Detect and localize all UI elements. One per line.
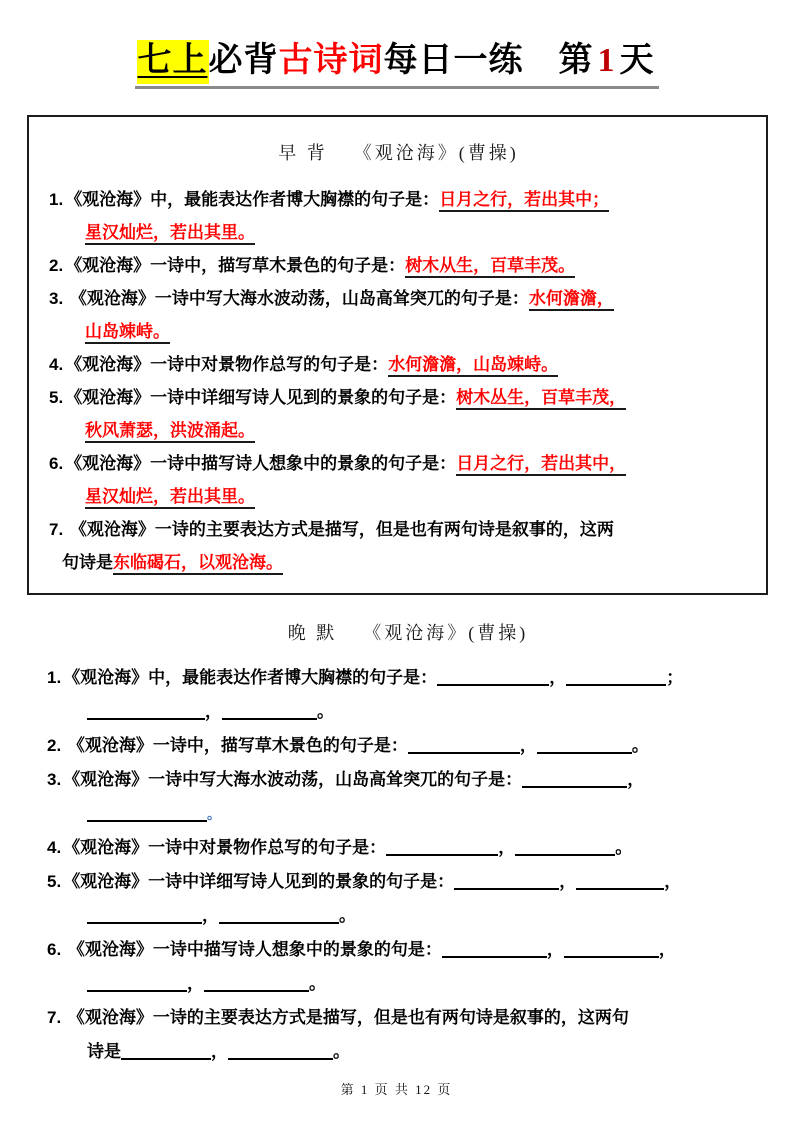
- evening-dictation-section: [47, 619, 769, 1069]
- question-text: 诗是: [87, 1041, 121, 1061]
- answer-text: 东临碣石，以观沧海。: [113, 553, 283, 575]
- punctuation: ，: [559, 871, 577, 891]
- morning-question-5: [49, 381, 748, 447]
- question-number: 7.: [49, 519, 68, 539]
- question-text: 《观沧海》一诗中，描写草木景色的句子是：: [67, 735, 408, 755]
- section-label-morning: 早 背: [278, 142, 328, 163]
- answer-blank: [437, 670, 549, 686]
- question-text: 《观沧海》一诗中对景物作总写的句子是：: [65, 354, 389, 374]
- morning-question-4: [49, 348, 748, 381]
- answer-blank: [454, 874, 559, 890]
- answer-blank: [222, 704, 317, 720]
- title-text-1: 必背: [208, 42, 279, 79]
- question-number: 4.: [49, 354, 64, 374]
- answer-blank: [408, 738, 520, 754]
- question-text: 《观沧海》一诗中详细写诗人见到的景象的句子是：: [63, 871, 455, 891]
- evening-question-3: [47, 763, 769, 831]
- answer-text: 日月之行，若出其中；: [439, 190, 609, 212]
- question-number: 3.: [47, 769, 62, 789]
- punctuation: 。: [631, 735, 649, 755]
- answer-blank: [228, 1044, 333, 1060]
- answer-text: 日月之行，若出其中，: [456, 454, 626, 476]
- evening-question-6: [47, 933, 769, 1001]
- question-text: 《观沧海》中，最能表达作者博大胸襟的句子是：: [63, 667, 438, 687]
- answer-text: 水何澹澹，: [529, 289, 614, 311]
- section-header-evening: [47, 619, 769, 645]
- punctuation: ，: [658, 939, 676, 959]
- punctuation: ，: [627, 769, 645, 789]
- answer-blank: [537, 738, 632, 754]
- evening-question-2: [47, 729, 769, 763]
- punctuation: ，: [498, 837, 516, 857]
- answer-text: 树木从生，百草丰茂。: [405, 256, 575, 278]
- question-text: 《观沧海》一诗中写大海水波动荡，山岛高耸突兀的句子是：: [69, 288, 529, 308]
- title-day-number: 1: [597, 42, 616, 79]
- title-highlighted-text: 七上: [137, 40, 209, 84]
- answer-blank: [522, 772, 627, 788]
- punctuation: 。: [339, 905, 356, 925]
- poem-title-morning: 《观沧海》(曹操): [353, 142, 519, 163]
- evening-question-4: [47, 831, 769, 865]
- morning-question-7: [49, 513, 748, 579]
- question-text: 《观沧海》一诗中，描写草木景色的句子是：: [65, 255, 406, 275]
- section-header-morning: [49, 139, 748, 165]
- answer-text: 山岛竦峙。: [85, 322, 170, 344]
- morning-recite-box: [27, 115, 768, 595]
- punctuation: 。: [615, 837, 633, 857]
- answer-text: 秋风萧瑟，洪波涌起。: [85, 421, 255, 443]
- question-number: 6.: [47, 939, 66, 959]
- evening-question-1: [47, 661, 769, 729]
- title-red-text: 古诗词: [278, 42, 384, 79]
- answer-blank: [386, 840, 498, 856]
- answer-text: 水何澹澹，山岛竦峙。: [388, 355, 558, 377]
- question-number: 5.: [47, 871, 62, 891]
- document-title: [135, 40, 659, 89]
- question-text: 《观沧海》一诗中详细写诗人见到的景象的句子是：: [65, 387, 457, 407]
- punctuation: ，: [519, 735, 537, 755]
- answer-text: 星汉灿烂，若出其里。: [85, 487, 255, 509]
- answer-blank: [442, 942, 547, 958]
- title-text-3: 第: [523, 42, 594, 79]
- answer-blank: [121, 1044, 211, 1060]
- punctuation: 。: [333, 1041, 350, 1061]
- morning-question-3: [49, 282, 748, 348]
- question-text: 句诗是: [62, 552, 113, 572]
- evening-question-7: [47, 1001, 769, 1069]
- punctuation: ，: [187, 973, 204, 993]
- title-text-4: 天: [619, 42, 655, 79]
- poem-title-evening: 《观沧海》(曹操): [363, 622, 529, 643]
- title-text-2: 每日一练: [383, 42, 524, 79]
- punctuation: ，: [211, 1041, 228, 1061]
- punctuation: ；: [666, 667, 684, 687]
- answer-text: 星汉灿烂，若出其里。: [85, 223, 255, 245]
- answer-blank: [564, 942, 659, 958]
- evening-question-5: [47, 865, 769, 933]
- question-text: 《观沧海》一诗中描写诗人想象中的景象的句是：: [67, 939, 442, 959]
- morning-question-1: [49, 183, 748, 249]
- punctuation: ，: [202, 905, 219, 925]
- question-number: 7.: [47, 1007, 66, 1027]
- answer-blank: [87, 976, 187, 992]
- punctuation: ，: [664, 871, 682, 891]
- page-footer: 第 1 页 共 12 页: [340, 1081, 453, 1097]
- answer-blank: [576, 874, 664, 890]
- answer-text: 树木丛生，百草丰茂，: [456, 388, 626, 410]
- question-text: 《观沧海》一诗中对景物作总写的句子是：: [63, 837, 387, 857]
- question-number: 2.: [49, 255, 64, 275]
- question-text: 《观沧海》一诗中写大海水波动荡，山岛高耸突兀的句子是：: [63, 769, 523, 789]
- morning-question-6: [49, 447, 748, 513]
- punctuation: 。: [309, 973, 326, 993]
- answer-blank: [87, 908, 202, 924]
- question-number: 4.: [47, 837, 62, 857]
- punctuation: ，: [546, 939, 564, 959]
- punctuation: ，: [205, 701, 222, 721]
- question-number: 2.: [47, 735, 66, 755]
- morning-question-2: [49, 249, 748, 282]
- question-text: 《观沧海》一诗中描写诗人想象中的景象的句子是：: [65, 453, 457, 473]
- punctuation-blue-period: 。: [207, 805, 221, 822]
- question-number: 3.: [49, 288, 68, 308]
- answer-blank: [515, 840, 615, 856]
- question-number: 5.: [49, 387, 64, 407]
- section-label-evening: 晚 默: [287, 622, 338, 643]
- question-text: 《观沧海》中，最能表达作者博大胸襟的句子是：: [65, 189, 440, 209]
- question-number: 1.: [47, 667, 62, 687]
- answer-blank: [87, 806, 207, 822]
- answer-blank: [566, 670, 666, 686]
- question-text: 《观沧海》一诗的主要表达方式是描写，但是也有两句诗是叙事的，这两: [69, 519, 614, 539]
- question-number: 6.: [49, 453, 64, 473]
- answer-blank: [87, 704, 205, 720]
- answer-blank: [219, 908, 339, 924]
- page-header: [0, 0, 793, 89]
- question-number: 1.: [49, 189, 64, 209]
- punctuation: ，: [549, 667, 567, 687]
- question-text: 《观沧海》一诗的主要表达方式是描写，但是也有两句诗是叙事的，这两句: [67, 1007, 629, 1027]
- answer-blank: [204, 976, 309, 992]
- punctuation: 。: [317, 701, 334, 721]
